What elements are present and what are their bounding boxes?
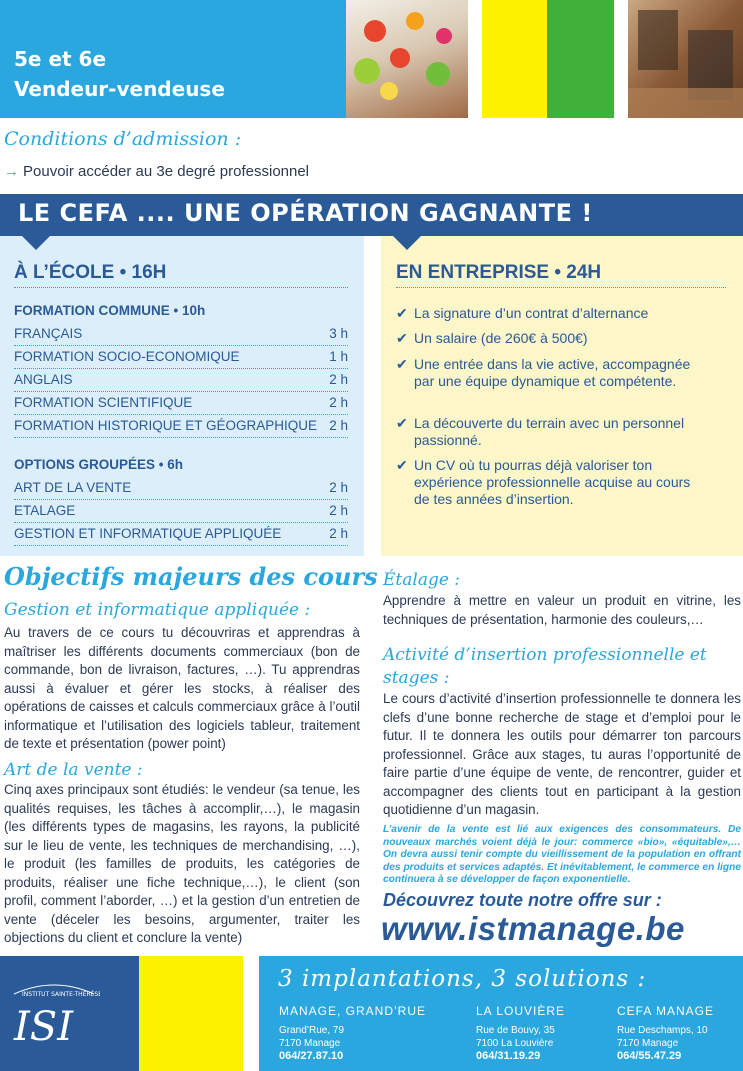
course-hours: 1 h	[329, 349, 348, 364]
location-city: 7170 Manage	[617, 1038, 679, 1049]
logo-arc-text: INSTITUT SAINTE-THÉRÈSE	[22, 991, 100, 998]
etalage-text: Apprendre à mettre en valeur un produit en vitrine, les techniques de présentation, harmonie des couleurs,…	[383, 593, 741, 627]
logo-letters: ISI	[14, 1004, 74, 1050]
banner-text: LE CEFA .... UNE OPÉRATION GAGNANTE !	[18, 199, 593, 227]
company-panel	[381, 236, 743, 556]
header-yellow-block	[482, 0, 547, 118]
location-phone[interactable]: 064/27.87.10	[279, 1050, 344, 1062]
location-phone[interactable]: 064/55.47.29	[617, 1050, 682, 1062]
benefit-item	[396, 457, 696, 508]
course-row	[14, 368, 348, 392]
conditions-title: Conditions d’admission :	[4, 128, 242, 150]
gestion-text: Au travers de ce cours tu découvriras et apprendras à maîtriser les différents documents commerciaux (bon de commande, bon de livraison, factures, …). Tu apprendras aussi à évaluer et gérer les stocks, à réaliser des opérations de caisses et calculs commerciaux grâce à l’outil informatique et l’utilisation des logiciels tableur, traitement de texte et présentation (power point)	[4, 625, 360, 751]
course-hours: 2 h	[329, 395, 348, 410]
option-label: GESTION ET INFORMATIQUE APPLIQUÉE	[14, 526, 282, 541]
objectives-title: Objectifs majeurs des cours	[4, 562, 378, 591]
course-hours: 2 h	[329, 418, 348, 433]
course-hours: 3 h	[329, 326, 348, 341]
location-manage-grandrue	[279, 1004, 426, 1063]
art-text: Cinq axes principaux sont étudiés: le vendeur (sa tenue, les qualités requises, les tâches à accomplir,…), le magasin (les différents types de magasins, les rayons, la publicité sur le lieu de vente, les techniques de merchandising, …), le produit (les familles de produits, les catégories de produits, réaliser une fiche technique,…), le client (son profil, comment l’aborder, …) et la gestion d’un entretien de vente (déceler les besoins, argumenter, traiter les objections du client et conclure la vente)	[4, 782, 360, 945]
benefit-text: Un CV où tu pourras déjà valoriser ton expérience professionnelle acquise au cours de tes années d’insertion.	[414, 457, 691, 507]
title-line-2: Vendeur-vendeuse	[14, 77, 225, 101]
page-title	[14, 44, 225, 104]
etalage-title: Étalage :	[383, 570, 461, 590]
footer-yellow-block	[139, 956, 243, 1071]
logo-mark	[8, 980, 100, 1050]
checkmark-icon: ✔	[396, 415, 408, 431]
benefit-item	[396, 330, 726, 347]
future-quote: L’avenir de la vente est lié aux exigences des consommateurs. De nouveaux marchés voient déjà le jour: commerce «bio», «équitable»,… On devra aussi tenir compte du vieillissement de la population en offrant des produits et services adaptés. Et inévitablement, le commerce en ligne continuera à se développer de façon exponentielle.	[383, 824, 741, 885]
benefit-text: Une entrée dans la vie active, accompagnée par une équipe dynamique et compétente.	[414, 356, 691, 389]
location-name: CEFA MANAGE	[617, 1004, 715, 1018]
activite-text: Le cours d’activité d’insertion professionnelle te donnera les clefs d’une bonne recherche de stage et d’emploi pour le futur. Il te donnera les outils pour démarrer ton parcours professionnel. Grâce aux stages, tu auras l’opportunité de faire partie d’une équipe de vente, de rencontrer, guider et accompagner des clients tout en participant à la gestion quotidienne d’un magasin.	[383, 691, 741, 817]
banner-pointer-right	[393, 236, 421, 250]
course-hours: 2 h	[329, 372, 348, 387]
art-title: Art de la vente :	[4, 760, 143, 780]
benefit-text: La signature d’un contrat d’alternance	[414, 305, 649, 321]
benefit-item	[396, 356, 706, 390]
banner-pointer-left	[22, 236, 50, 250]
shop-interior-photo	[628, 0, 743, 118]
option-label: ETALAGE	[14, 503, 76, 518]
location-cefa-manage	[617, 1004, 714, 1063]
options-title: OPTIONS GROUPÉES • 6h	[14, 457, 184, 472]
benefit-item	[396, 415, 696, 449]
course-label: FORMATION SOCIO-ECONOMIQUE	[14, 349, 240, 364]
location-address: Grand’Rue, 79	[279, 1025, 345, 1036]
checkmark-icon: ✔	[396, 305, 408, 321]
course-label: FORMATION HISTORIQUE ET GÉOGRAPHIQUE	[14, 418, 318, 433]
checkmark-icon: ✔	[396, 457, 408, 473]
title-line-1: 5e et 6e	[14, 47, 107, 71]
location-la-louviere	[476, 1004, 565, 1063]
location-address: Rue de Bouvy, 35	[476, 1025, 555, 1036]
arrow-right-icon: →	[4, 163, 19, 180]
option-label: ART DE LA VENTE	[14, 480, 132, 495]
option-row	[14, 499, 348, 523]
conditions-item-text: Pouvoir accéder au 3e degré professionnel	[23, 163, 310, 180]
option-row	[14, 522, 348, 546]
benefit-text: La découverte du terrain avec un personnel passionné.	[414, 415, 685, 448]
footer-title: 3 implantations, 3 solutions :	[278, 966, 647, 992]
course-row	[14, 391, 348, 415]
location-phone[interactable]: 064/31.19.29	[476, 1050, 541, 1062]
conditions-item	[4, 163, 309, 180]
option-hours: 2 h	[329, 526, 348, 541]
benefit-item	[396, 305, 726, 322]
option-hours: 2 h	[329, 480, 348, 495]
header-green-block	[547, 0, 614, 118]
isi-logo	[8, 980, 100, 1050]
location-name: MANAGE, GRAND’RUE	[279, 1004, 427, 1018]
course-label: FRANÇAIS	[14, 326, 83, 341]
option-hours: 2 h	[329, 503, 348, 518]
checkmark-icon: ✔	[396, 356, 408, 372]
course-row	[14, 414, 348, 438]
location-city: 7170 Manage	[279, 1038, 341, 1049]
company-heading: EN ENTREPRISE • 24H	[396, 262, 602, 283]
course-row	[14, 345, 348, 369]
shop-display-photo	[346, 0, 468, 118]
option-row	[14, 476, 348, 500]
location-address: Rue Deschamps, 10	[617, 1025, 708, 1036]
benefit-text: Un salaire (de 260€ à 500€)	[414, 330, 588, 346]
course-label: FORMATION SCIENTIFIQUE	[14, 395, 193, 410]
course-label: ANGLAIS	[14, 372, 73, 387]
course-row	[14, 322, 348, 346]
activite-title: Activité d’insertion professionnelle et stages :	[383, 645, 707, 688]
school-heading: À L’ÉCOLE • 16H	[14, 262, 167, 283]
divider	[14, 287, 348, 288]
checkmark-icon: ✔	[396, 330, 408, 346]
discover-text: Découvrez toute notre offre sur :	[383, 890, 662, 910]
location-name: LA LOUVIÈRE	[476, 1004, 566, 1018]
gestion-title: Gestion et informatique appliquée :	[4, 600, 311, 620]
website-link[interactable]: www.istmanage.be	[381, 910, 685, 947]
common-training-title: FORMATION COMMUNE • 10h	[14, 303, 206, 318]
divider	[396, 287, 726, 288]
location-city: 7100 La Louvière	[476, 1038, 554, 1049]
